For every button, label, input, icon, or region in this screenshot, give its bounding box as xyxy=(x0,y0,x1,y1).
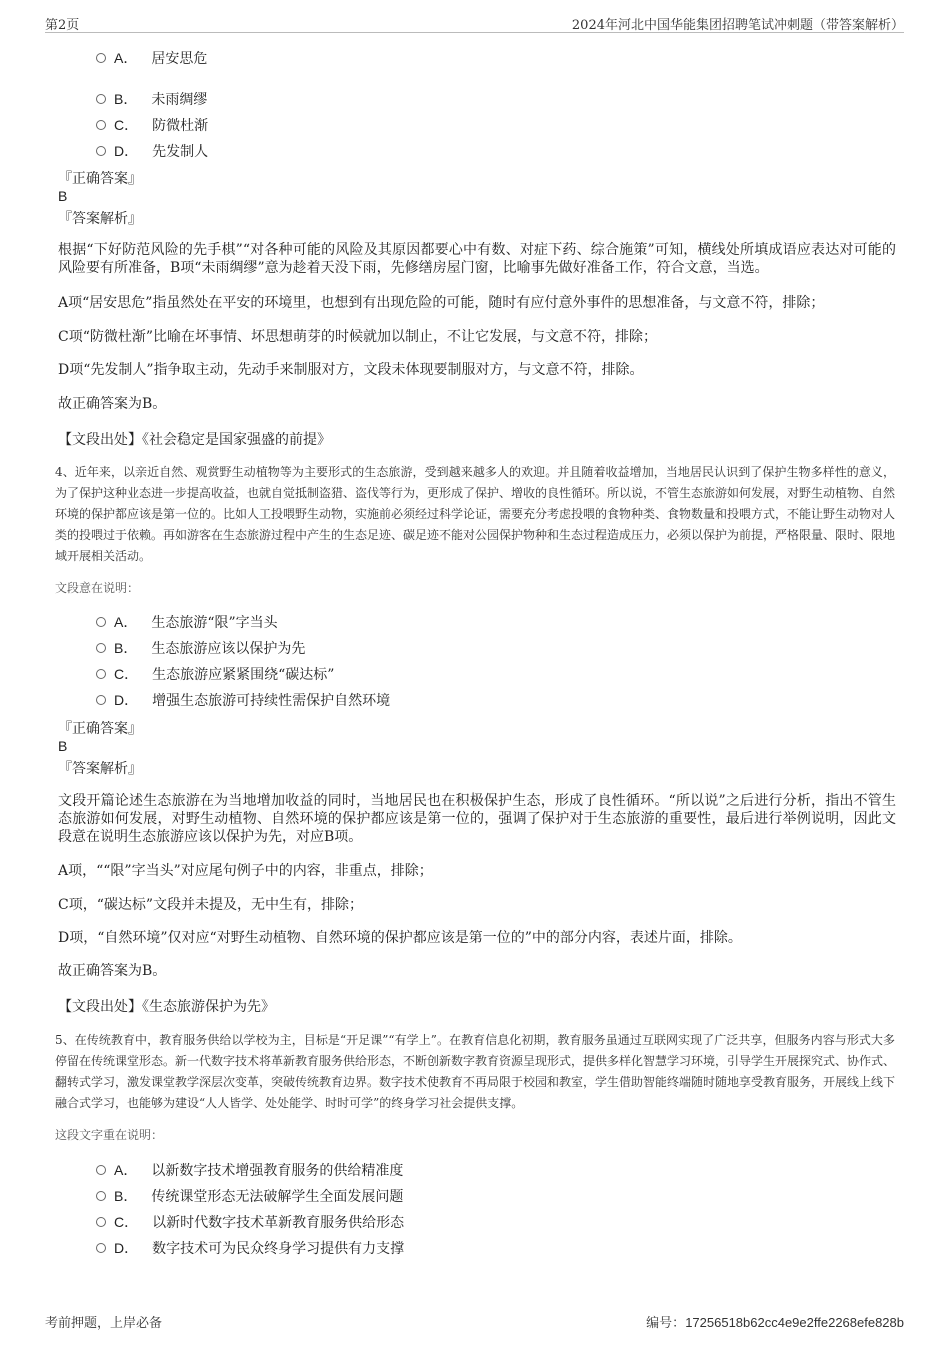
q3-conclusion: 故正确答案为B。 xyxy=(58,396,167,412)
q3-option-b[interactable]: B． 未雨绸缪 xyxy=(96,89,207,109)
q5-option-d[interactable]: D． 数字技术可为民众终身学习提供有力支撑 xyxy=(96,1238,404,1258)
q3-analysis-label: 『答案解析』 xyxy=(58,211,142,227)
radio-icon[interactable] xyxy=(96,669,106,679)
q4-analysis-paragraph: 文段开篇论述生态旅游在为当地增加收益的同时，当地居民也在积极保护生态，形成了良性循环。“所以说”之后进行分析，指出不管生态旅游如何发展，对野生动植物、自然环境的保护都应该是第一位的，强调了保护对于生态旅游的重要性，最后进行举例说明，因此文段意在说明生态旅游应该以保护为先，对应B项。 xyxy=(58,793,896,845)
q4-analysis-paragraph: A项，““限”字当头”对应尾句例子中的内容，非重点，排除； xyxy=(58,863,433,879)
radio-icon[interactable] xyxy=(96,617,106,627)
document-title: 2024年河北中国华能集团招聘笔试冲刺题（带答案解析） xyxy=(571,18,904,33)
radio-icon[interactable] xyxy=(96,1191,106,1201)
q3-option-a[interactable]: A． 居安思危 xyxy=(96,48,207,68)
q3-analysis-paragraph: A项“居安思危”指虽然处在平安的环境里，也想到有出现危险的可能，随时有应付意外事件的思想准备，与文意不符，排除； xyxy=(58,295,825,311)
radio-icon[interactable] xyxy=(96,94,106,104)
q4-source: 【文段出处】《生态旅游保护为先》 xyxy=(58,999,275,1015)
radio-icon[interactable] xyxy=(96,1217,106,1227)
radio-icon[interactable] xyxy=(96,1165,106,1175)
radio-icon[interactable] xyxy=(96,146,106,156)
code-label: 编号： xyxy=(646,1316,686,1331)
q3-answer-label: 『正确答案』 xyxy=(58,171,142,187)
q4-option-a[interactable]: A． 生态旅游“限”字当头 xyxy=(96,612,278,632)
page-header xyxy=(45,12,904,33)
document-code xyxy=(646,1312,904,1331)
q4-prompt: 文段意在说明： xyxy=(55,581,140,595)
radio-icon[interactable] xyxy=(96,1243,106,1253)
q4-question-text: 4、近年来，以亲近自然、观赏野生动植物等为主要形式的生态旅游，受到越来越多人的欢迎。并且随着收益增加，当地居民认识到了保护生物多样性的意义，为了保护这种业态进一步提高收益，也就自觉抵制盗猎、盗伐等行为，更形成了保护、增收的良性循环。所以说，不管生态旅游如何发展，对野生动植物、自然环境的保护都应该是第一位的。比如人工投喂野生动物，实施前必须经过科学论证，需要充分考虑投喂的食物种类、食物数量和投喂方式，不能让野生动物对人类的投喂过于依赖。再如游客在生态旅游过程中产生的生态足迹、碳足迹不能对公园保护物种和生态过程造成压力，必须以保护为前提，严格限量、限时、限地域开展相关活动。 xyxy=(55,465,896,563)
q5-option-b[interactable]: B． 传统课堂形态无法破解学生全面发展问题 xyxy=(96,1186,403,1206)
q4-analysis-paragraph: D项，“自然环境”仅对应“对野生动植物、自然环境的保护都应该是第一位的”中的部分内容，表述片面，排除。 xyxy=(58,930,742,946)
q4-option-d[interactable]: D． 增强生态旅游可持续性需保护自然环境 xyxy=(96,690,390,710)
q3-option-c[interactable]: C． 防微杜渐 xyxy=(96,115,208,135)
q4-analysis-label: 『答案解析』 xyxy=(58,761,142,777)
q4-analysis-paragraph: C项，“碳达标”文段并未提及，无中生有，排除； xyxy=(58,897,364,913)
q3-source: 【文段出处】《社会稳定是国家强盛的前提》 xyxy=(58,432,331,448)
code-value: 17256518b62cc4e9e2ffe2268efe828b xyxy=(685,1315,904,1330)
q3-option-d[interactable]: D． 先发制人 xyxy=(96,141,208,161)
q5-option-a[interactable]: A． 以新数字技术增强教育服务的供给精准度 xyxy=(96,1160,403,1180)
radio-icon[interactable] xyxy=(96,120,106,130)
radio-icon[interactable] xyxy=(96,643,106,653)
q5-option-c[interactable]: C． 以新时代数字技术革新教育服务供给形态 xyxy=(96,1212,404,1232)
page-footer xyxy=(45,1312,904,1331)
q4-conclusion: 故正确答案为B。 xyxy=(58,963,167,979)
q5-question-text: 5、在传统教育中，教育服务供给以学校为主，目标是“开足课”“有学上”。在教育信息化初期，教育服务虽通过互联网实现了广泛共享，但服务内容与形式大多停留在传统课堂形态。新一代数字技术将革新教育服务供给形态，不断创新数字教育资源呈现形式，提供多样化智慧学习环境，引导学生开展探究式、协作式、翻转式学习，激发课堂教学深层次变革，突破传统教育边界。数字技术使教育不再局限于校园和教室，学生借助智能终端随时随地享受教育服务，开展线上线下融合式学习，也能够为建设“人人皆学、处处能学、时时可学”的终身学习社会提供支撑。 xyxy=(55,1033,896,1110)
q5-prompt: 这段文字重在说明： xyxy=(55,1128,164,1142)
radio-icon[interactable] xyxy=(96,695,106,705)
q4-answer: B xyxy=(58,738,68,754)
q4-answer-label: 『正确答案』 xyxy=(58,721,142,737)
q3-analysis-paragraph: 根据“下好防范风险的先手棋”“对各种可能的风险及其原因都要心中有数、对症下药、综合施策”可知，横线处所填成语应表达对可能的风险要有所准备，B项“未雨绸缪”意为趁着天没下雨，先修缮房屋门窗，比喻事先做好准备工作，符合文意，当选。 xyxy=(58,242,896,276)
q3-answer: B xyxy=(58,188,68,204)
q3-analysis-paragraph: D项“先发制人”指争取主动，先动手来制服对方，文段未体现要制服对方，与文意不符，排除。 xyxy=(58,362,644,378)
q4-option-b[interactable]: B． 生态旅游应该以保护为先 xyxy=(96,638,305,658)
q3-analysis-paragraph: C项“防微杜渐”比喻在坏事情、坏思想萌芽的时候就加以制止，不让它发展，与文意不符，排除； xyxy=(58,329,658,345)
q4-option-c[interactable]: C． 生态旅游应紧紧围绕“碳达标” xyxy=(96,664,334,684)
page-number: 第2页 xyxy=(45,18,80,33)
radio-icon[interactable] xyxy=(96,53,106,63)
footer-slogan: 考前押题，上岸必备 xyxy=(45,1316,163,1331)
